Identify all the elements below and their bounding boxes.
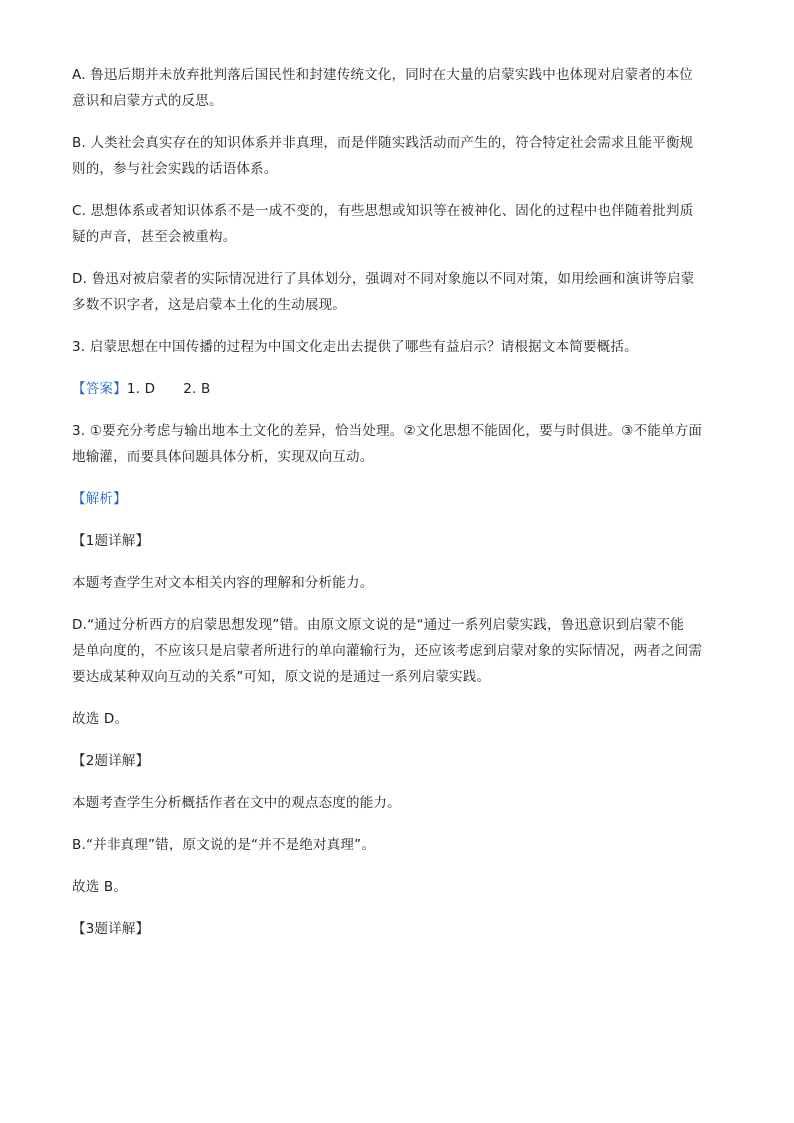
- q2-intro: 本题考查学生分析概括作者在文中的观点态度的能力。: [72, 795, 401, 811]
- option-b-line1: B. 人类社会真实存在的知识体系并非真理，而是伴随实践活动而产生的，符合特定社会需求且能平衡规: [72, 135, 694, 151]
- answer-3-line2: 地输灌，而要具体问题具体分析，实现双向互动。: [72, 449, 374, 465]
- option-d: [72, 266, 722, 318]
- q2-conclusion: 故选 B。: [72, 879, 128, 895]
- answer-item-2: 2. B: [183, 381, 211, 397]
- q1-explanation: [72, 612, 722, 690]
- option-c-line1: C. 思想体系或者知识体系不是一成不变的，有些思想或知识等在被神化、固化的过程中也伴随着批判质: [72, 203, 694, 219]
- q1-intro: 本题考查学生对文本相关内容的理解和分析能力。: [72, 575, 374, 591]
- answer-item-1: 1. D: [126, 381, 156, 397]
- q2-heading: 【2题详解】: [72, 753, 150, 769]
- q1-heading: 【1题详解】: [72, 533, 150, 549]
- option-a: [72, 62, 722, 114]
- q1-line2: 是单向度的，不应该只是启蒙者所进行的单向灌输行为，还应该考虑到启蒙对象的实际情况，两者之间需: [72, 643, 703, 659]
- q1-line1: D.“通过分析西方的启蒙思想发现”错。由原文原文说的是“通过一系列启蒙实践，鲁迅意识到启蒙不能: [72, 617, 685, 633]
- option-d-line2: 多数不识字者，这是启蒙本土化的生动展现。: [72, 297, 346, 313]
- answer-3: [72, 418, 722, 470]
- option-c: [72, 198, 722, 250]
- analysis-label: 【解析】: [72, 491, 127, 507]
- answer-3-line1: 3. ①要充分考虑与输出地本土文化的差异，恰当处理。②文化思想不能固化，要与时俱进。③不能单方面: [72, 423, 703, 439]
- question-3: 3. 启蒙思想在中国传播的过程为中国文化走出去提供了哪些有益启示？请根据文本简要概括。: [72, 339, 638, 355]
- q1-conclusion: 故选 D。: [72, 711, 129, 727]
- option-a-line2: 意识和启蒙方式的反思。: [72, 93, 223, 109]
- document-body: [72, 62, 722, 942]
- option-d-line1: D. 鲁迅对被启蒙者的实际情况进行了具体划分，强调对不同对象施以不同对策，如用绘画和演讲等启蒙: [72, 271, 695, 287]
- answer-line: [72, 376, 722, 402]
- q2-line1: B.“并非真理”错，原文说的是“并不是绝对真理”。: [72, 837, 376, 853]
- option-a-line1: A. 鲁迅后期并未放弃批判落后国民性和封建传统文化，同时在大量的启蒙实践中也体现对启蒙者的本位: [72, 67, 693, 83]
- option-c-line2: 疑的声音，甚至会被重构。: [72, 229, 237, 245]
- q1-line3: 要达成某种双向互动的关系”可知，原文说的是通过一系列启蒙实践。: [72, 669, 491, 685]
- answer-label: 【答案】: [72, 381, 127, 397]
- option-b-line2: 则的，参与社会实践的话语体系。: [72, 161, 278, 177]
- option-b: [72, 130, 722, 182]
- q3-heading: 【3题详解】: [72, 921, 150, 937]
